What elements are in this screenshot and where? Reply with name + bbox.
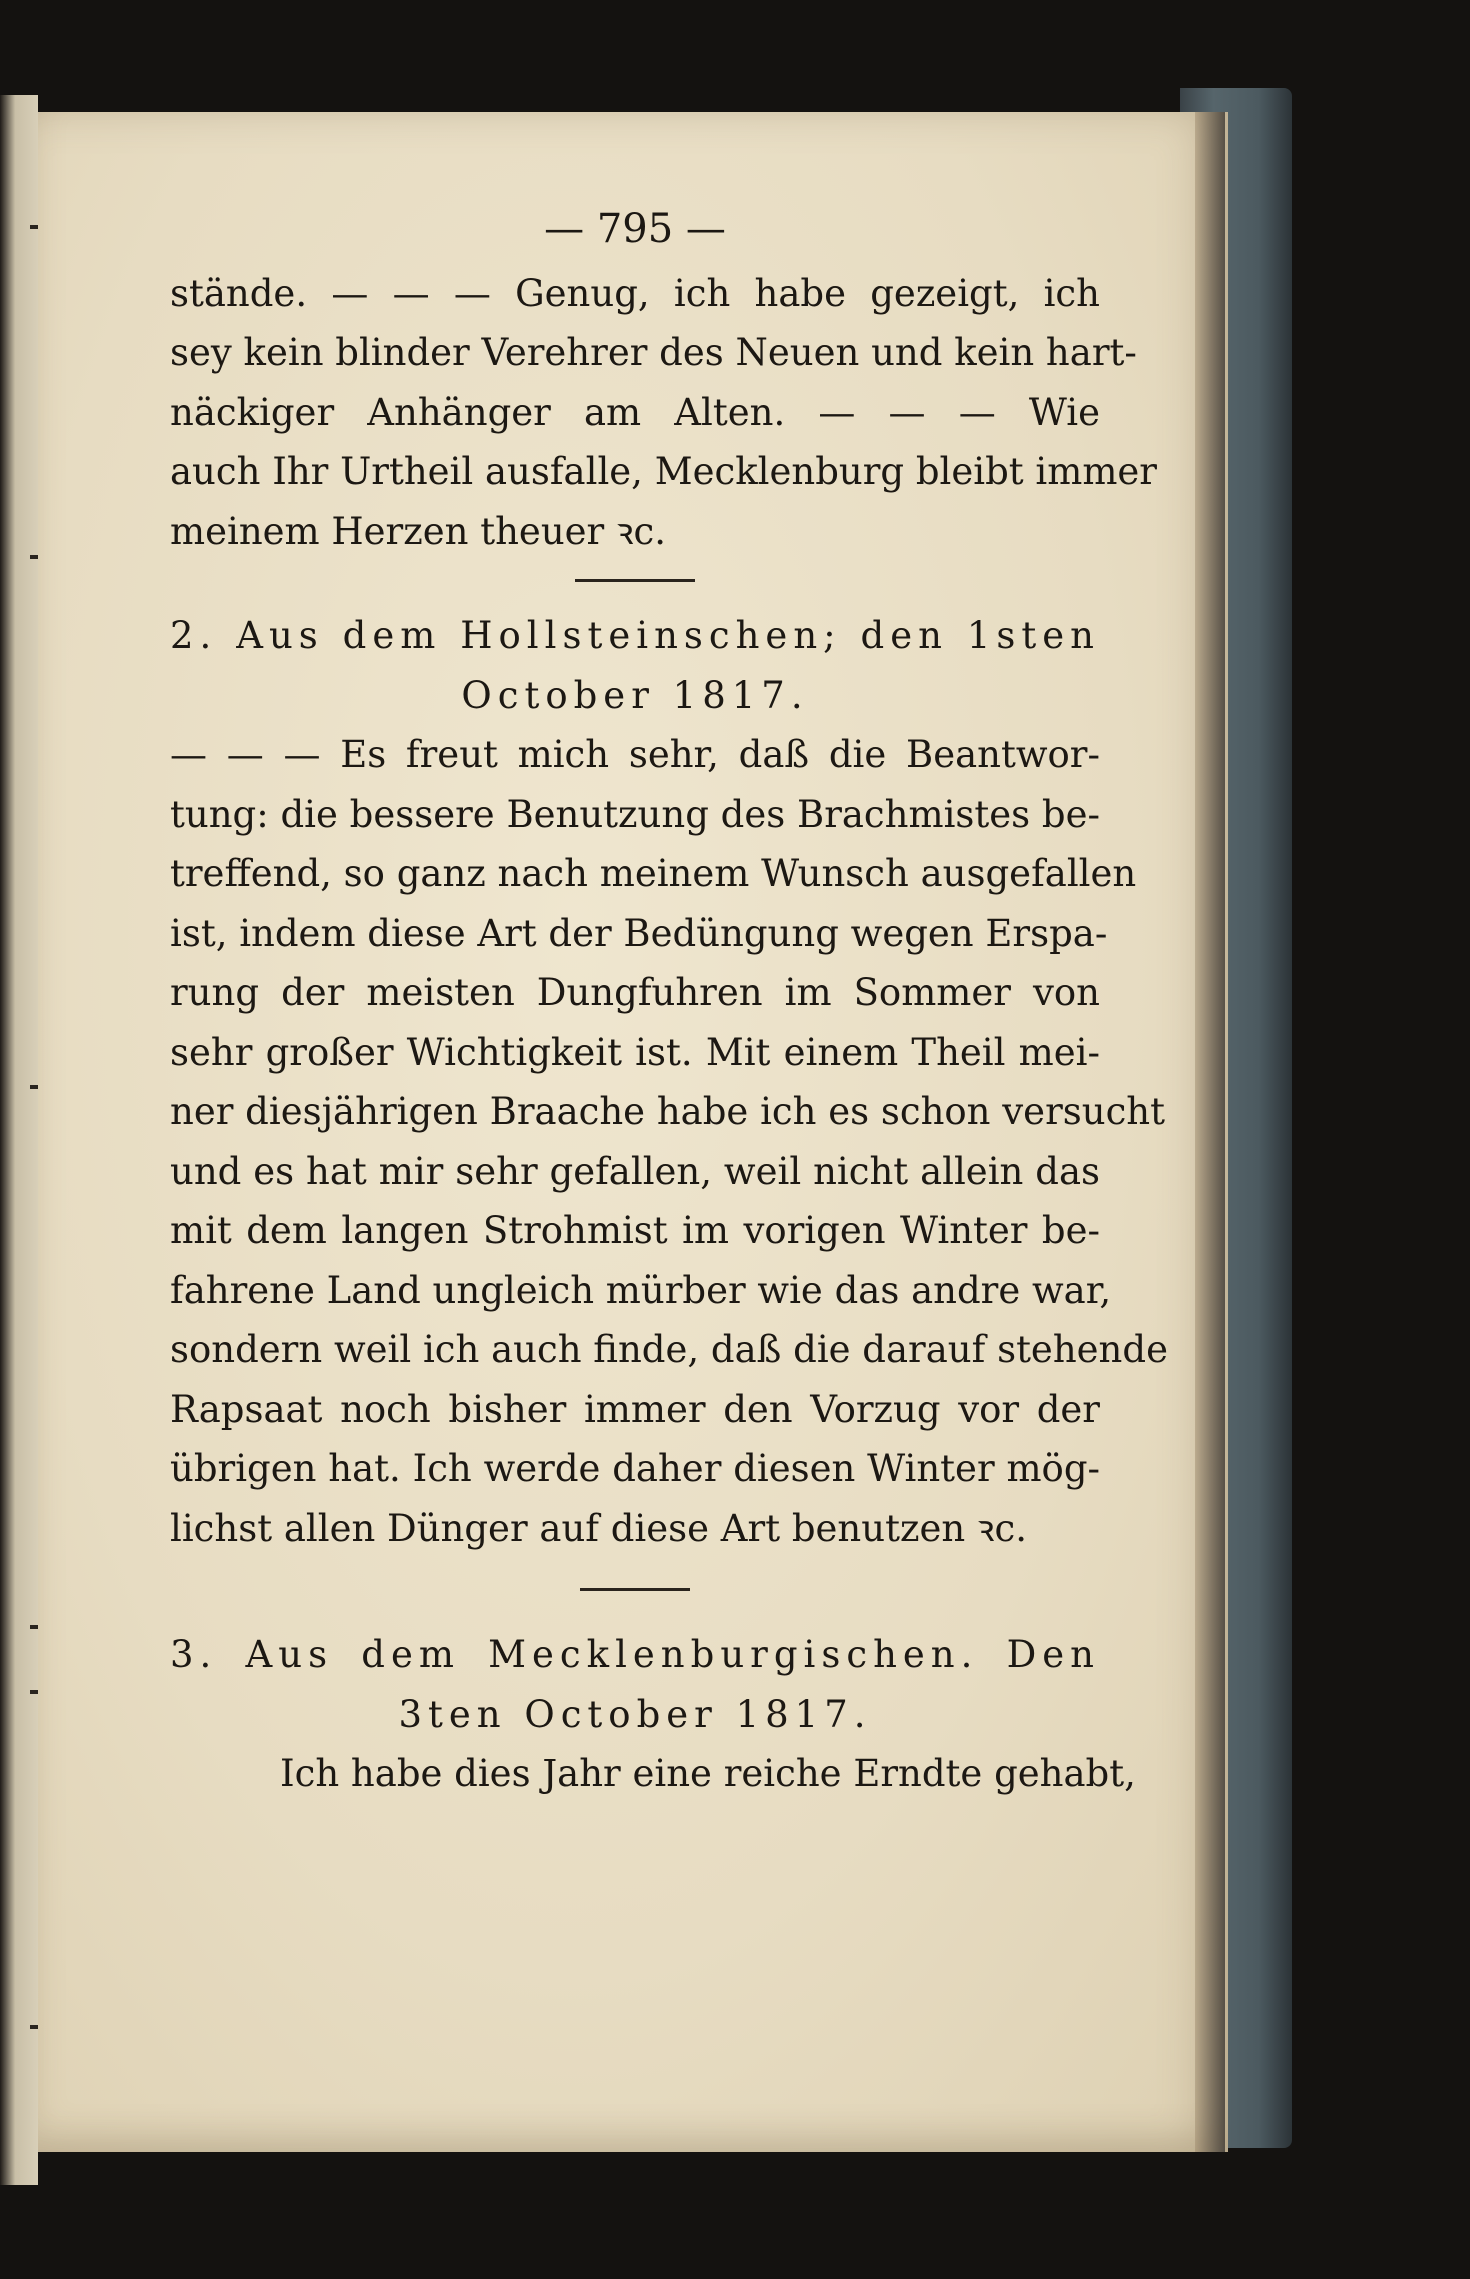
- text-line: rung der meisten Dungfuhren im Sommer von: [170, 971, 1100, 1014]
- text-line: stände. — — — Genug, ich habe gezeigt, ich: [170, 271, 1100, 315]
- text-line: treffend, so ganz nach meinem Wunsch ausgefallen: [170, 852, 1137, 895]
- page-text: [170, 200, 1168, 1804]
- text-line: auch Ihr Urtheil ausfalle, Mecklenburg bleibt immer: [170, 450, 1157, 493]
- text-line: Rapsaat noch bisher immer den Vorzug vor der: [170, 1387, 1100, 1431]
- text-line: ist, indem diese Art der Bedüngung wegen Erspa-: [170, 911, 1108, 955]
- section-divider: [575, 579, 695, 582]
- section-2: [170, 606, 1168, 1558]
- section-heading-date: October 1817.: [461, 673, 809, 717]
- section-divider: [580, 1588, 690, 1591]
- text-line: — — — Es freut mich sehr, daß die Beantwor-: [170, 733, 1100, 776]
- text-line: näckiger Anhänger am Alten. — — — Wie: [170, 390, 1100, 434]
- text-line: sey kein blinder Verehrer des Neuen und kein hart-: [170, 331, 1137, 374]
- text-line: lichst allen Dünger auf diese Art benutzen ꝛc.: [170, 1506, 1027, 1550]
- text-line: ner diesjährigen Braache habe ich es schon versucht: [170, 1090, 1165, 1133]
- text-line: übrigen hat. Ich werde daher diesen Winter mög-: [170, 1447, 1100, 1490]
- page-edge-shadow: [1195, 112, 1225, 2152]
- text-line: sondern weil ich auch finde, daß die darauf stehende: [170, 1328, 1168, 1371]
- text-line: sehr großer Wichtigkeit ist. Mit einem Theil mei-: [170, 1030, 1100, 1074]
- section-heading: 2. Aus dem Hollsteinschen; den 1sten: [170, 614, 1100, 657]
- section-heading: 3. Aus dem Mecklenburgischen. Den: [170, 1633, 1100, 1676]
- text-line: mit dem langen Strohmist im vorigen Winter be-: [170, 1209, 1100, 1252]
- text-line: und es hat mir sehr gefallen, weil nicht allein das: [170, 1149, 1100, 1193]
- section-heading-date: 3ten October 1817.: [398, 1692, 872, 1736]
- text-line: tung: die bessere Benutzung des Brachmistes be-: [170, 792, 1100, 836]
- facing-page-edge: [0, 95, 38, 2185]
- paragraph-continuation: [170, 264, 1157, 562]
- text-line: meinem Herzen theuer ꝛc.: [170, 509, 667, 553]
- text-line: Ich habe dies Jahr eine reiche Erndte gehabt,: [280, 1752, 1136, 1795]
- section-3: [170, 1625, 1136, 1804]
- page-number: — 795 —: [544, 206, 726, 252]
- text-line: fahrene Land ungleich mürber wie das andre war,: [170, 1268, 1112, 1312]
